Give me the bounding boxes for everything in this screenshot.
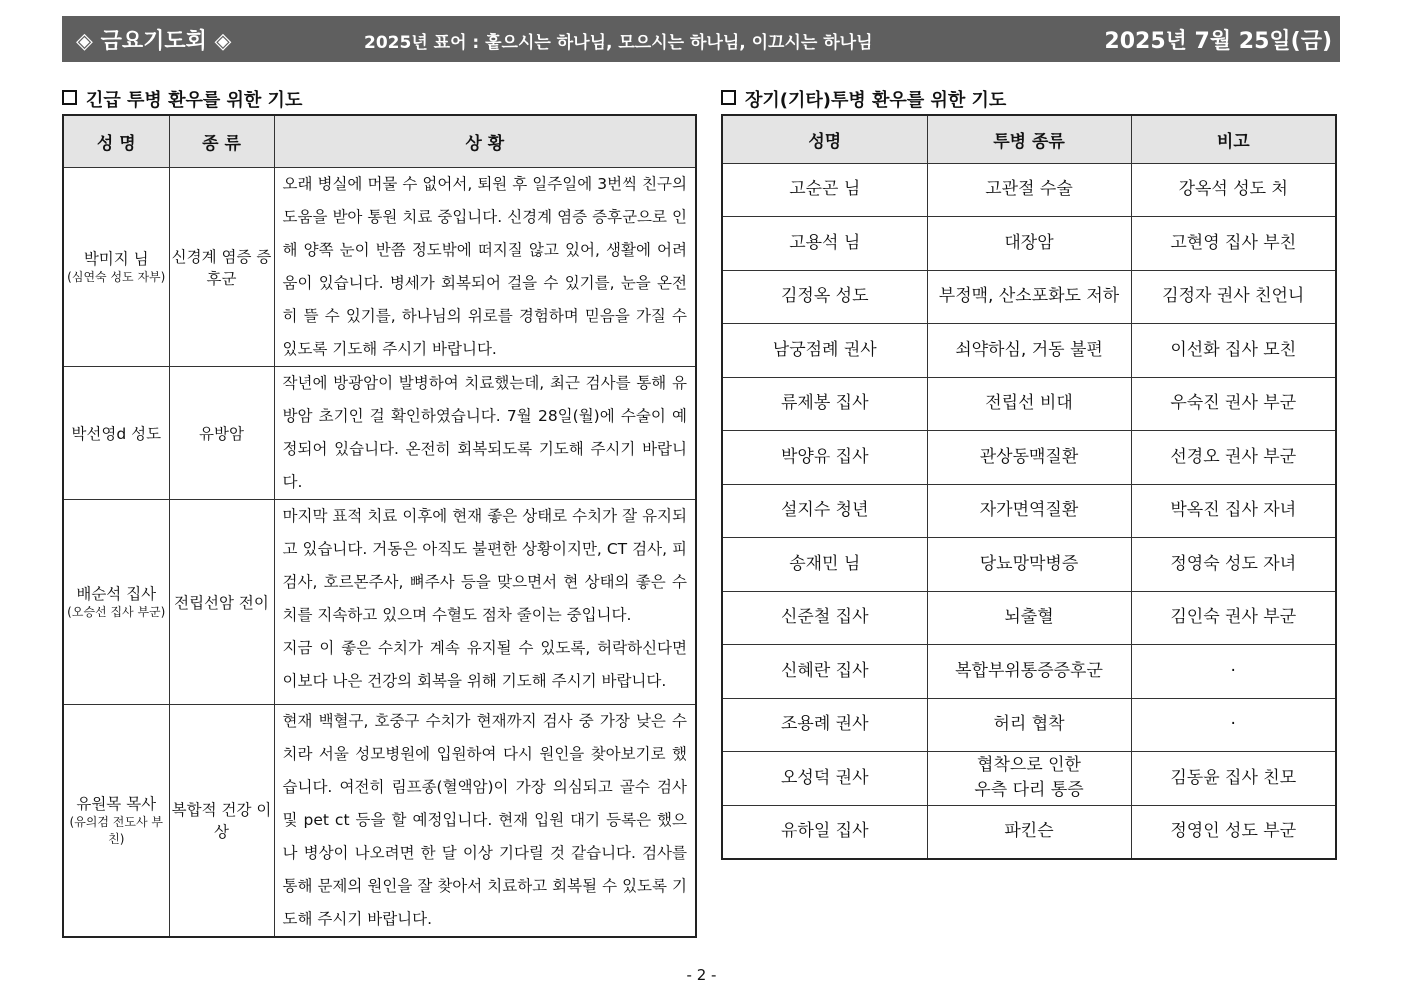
disease-type: 전립선 비대	[927, 377, 1131, 431]
patient-name: 신준철 집사	[722, 591, 927, 645]
patient-name: 신혜란 집사	[722, 645, 927, 699]
column-header-name: 성 명	[63, 115, 169, 167]
note-cell: 정영숙 성도 자녀	[1131, 538, 1336, 592]
patient-name: 설지수 청년	[722, 484, 927, 538]
patient-name: 유하일 집사	[722, 805, 927, 859]
note-cell: 강옥석 성도 처	[1131, 163, 1336, 217]
table-row	[722, 698, 1336, 752]
disease-type: 유방암	[169, 366, 274, 499]
patient-name: 류제봉 집사	[722, 377, 927, 431]
yearly-motto: 2025년 표어 : 훝으시는 하나님, 모으시는 하나님, 이끄시는 하나님	[364, 33, 873, 53]
longterm-table-body	[722, 163, 1336, 859]
disease-type: 부정맥, 산소포화도 저하	[927, 270, 1131, 324]
status-text: 오래 병실에 머물 수 없어서, 퇴원 후 일주일에 3번씩 친구의 도움을 받아 통원 치료 중입니다. 신경계 염증 증후군으로 인해 양쪽 눈이 반쯤 정도밖에 떠지질 않고 있어, 생활에 어려움이 있습니다. 병세가 회복되어 걸을 수 있기를, 눈을 온전히 뜰 수 있기를, 하나님의 위로를 경험하며 믿음을 가질 수 있도록 기도해 주시기 바랍니다.	[274, 167, 696, 366]
status-text-continued: 지금 이 좋은 수치가 계속 유지될 수 있도록, 허락하신다면 이보다 나은 건강의 회복을 위해 기도해 주시기 바랍니다.	[282, 638, 687, 690]
checkbox-square-icon	[721, 90, 736, 105]
patient-cell	[63, 167, 169, 366]
disease-type: 뇌출혈	[927, 591, 1131, 645]
patient-name: 박선영d 성도	[71, 424, 162, 443]
disease-type: 허리 협착	[927, 698, 1131, 752]
patient-name: 유원목 목사	[76, 795, 157, 813]
table-row	[722, 591, 1336, 645]
patient-relation: (오승선 집사 부군)	[67, 605, 166, 619]
disease-type: 신경계 염증 증후군	[169, 167, 274, 366]
column-header-type: 종 류	[169, 115, 274, 167]
disease-type: 파킨슨	[927, 805, 1131, 859]
disease-type: 협착으로 인한 우측 다리 통증	[927, 752, 1131, 806]
longterm-prayer-table	[721, 114, 1337, 860]
note-cell: 김인숙 권사 부군	[1131, 591, 1336, 645]
patient-name: 오성덕 권사	[722, 752, 927, 806]
status-text: 작년에 방광암이 발병하여 치료했는데, 최근 검사를 통해 유방암 초기인 걸 확인하였습니다. 7월 28일(월)에 수술이 예정되어 있습니다. 온전히 회복되도록 기도해 주시기 바랍니다.	[274, 366, 696, 499]
patient-name: 박양유 집사	[722, 431, 927, 485]
checkbox-square-icon	[62, 90, 77, 105]
status-cell	[274, 499, 696, 704]
note-cell: 김정자 권사 친언니	[1131, 270, 1336, 324]
patient-name: 배순석 집사	[76, 585, 157, 603]
column-header-note: 비고	[1131, 115, 1336, 163]
patient-cell	[63, 499, 169, 704]
note-cell: 박옥진 집사 자녀	[1131, 484, 1336, 538]
patient-name: 고순곤 님	[722, 163, 927, 217]
table-row	[63, 704, 696, 937]
status-text: 현재 백혈구, 호중구 수치가 현재까지 검사 중 가장 낮은 수치라 서울 성모병원에 입원하여 다시 원인을 찾아보기로 했습니다. 여전히 림프종(혈액암)이 가장 의심되고 골수 검사 및 pet ct 등을 할 예정입니다. 현재 입원 대기 등록은 했으나 병상이 나오려면 한 달 이상 기다릴 것 같습니다. 검사를 통해 문제의 원인을 잘 찾아서 치료하고 회복될 수 있도록 기도해 주시기 바랍니다.	[274, 704, 696, 937]
table-row	[63, 167, 696, 366]
note-cell: 우숙진 권사 부군	[1131, 377, 1336, 431]
patient-relation: (유의검 전도사 부친)	[69, 815, 163, 846]
note-cell: 김동윤 집사 친모	[1131, 752, 1336, 806]
header-bar	[62, 16, 1340, 62]
disease-type: 자가면역질환	[927, 484, 1131, 538]
patient-cell	[63, 366, 169, 499]
column-header-disease: 투병 종류	[927, 115, 1131, 163]
column-header-name: 성명	[722, 115, 927, 163]
table-row	[722, 324, 1336, 378]
patient-name: 고용석 님	[722, 217, 927, 271]
patient-name: 남궁점례 권사	[722, 324, 927, 378]
table-row	[722, 484, 1336, 538]
patient-relation: (심연숙 성도 자부)	[67, 270, 166, 284]
note-cell: 선경오 권사 부군	[1131, 431, 1336, 485]
table-row	[722, 377, 1336, 431]
meeting-title: ◈ 금요기도회 ◈	[76, 29, 232, 54]
table-row	[722, 805, 1336, 859]
patient-name: 김정옥 성도	[722, 270, 927, 324]
longterm-section-title: 장기(기타)투병 환우를 위한 기도	[721, 86, 1006, 112]
table-row	[722, 645, 1336, 699]
meeting-date: 2025년 7월 25일(금)	[1104, 29, 1332, 54]
column-header-status: 상 황	[274, 115, 696, 167]
note-cell: ·	[1131, 698, 1336, 752]
note-cell: 이선화 집사 모친	[1131, 324, 1336, 378]
patient-name: 조용례 권사	[722, 698, 927, 752]
page-number: - 2 -	[686, 966, 717, 984]
table-row	[722, 752, 1336, 806]
table-row	[722, 270, 1336, 324]
disease-type: 당뇨망막병증	[927, 538, 1131, 592]
patient-name: 박미지 님	[83, 250, 149, 268]
table-row	[722, 538, 1336, 592]
emergency-prayer-table	[62, 114, 697, 938]
disease-type: 쇠약하심, 거동 불편	[927, 324, 1131, 378]
disease-type: 복합부위통증증후군	[927, 645, 1131, 699]
table-row	[722, 217, 1336, 271]
disease-type: 관상동맥질환	[927, 431, 1131, 485]
note-cell: 정영인 성도 부군	[1131, 805, 1336, 859]
table-row	[63, 499, 696, 704]
patient-cell	[63, 704, 169, 937]
table-header-row	[63, 115, 696, 167]
note-cell: ·	[1131, 645, 1336, 699]
table-row	[63, 366, 696, 499]
disease-type: 고관절 수술	[927, 163, 1131, 217]
patient-name: 송재민 님	[722, 538, 927, 592]
note-cell: 고현영 집사 부친	[1131, 217, 1336, 271]
table-row	[722, 163, 1336, 217]
disease-type: 대장암	[927, 217, 1131, 271]
disease-type: 복합적 건강 이상	[169, 704, 274, 937]
table-header-row	[722, 115, 1336, 163]
status-text: 마지막 표적 치료 이후에 현재 좋은 상태로 수치가 잘 유지되고 있습니다. 거동은 아직도 불편한 상황이지만, CT 검사, 피검사, 호르몬주사, 뼈주사 등을 맞으면서 현 상태의 좋은 수치를 지속하고 있으며 수혈도 점차 줄이는 중입니다.	[282, 506, 687, 624]
disease-type: 전립선암 전이	[169, 499, 274, 704]
emergency-section-title: 긴급 투병 환우를 위한 기도	[62, 86, 302, 112]
table-row	[722, 431, 1336, 485]
